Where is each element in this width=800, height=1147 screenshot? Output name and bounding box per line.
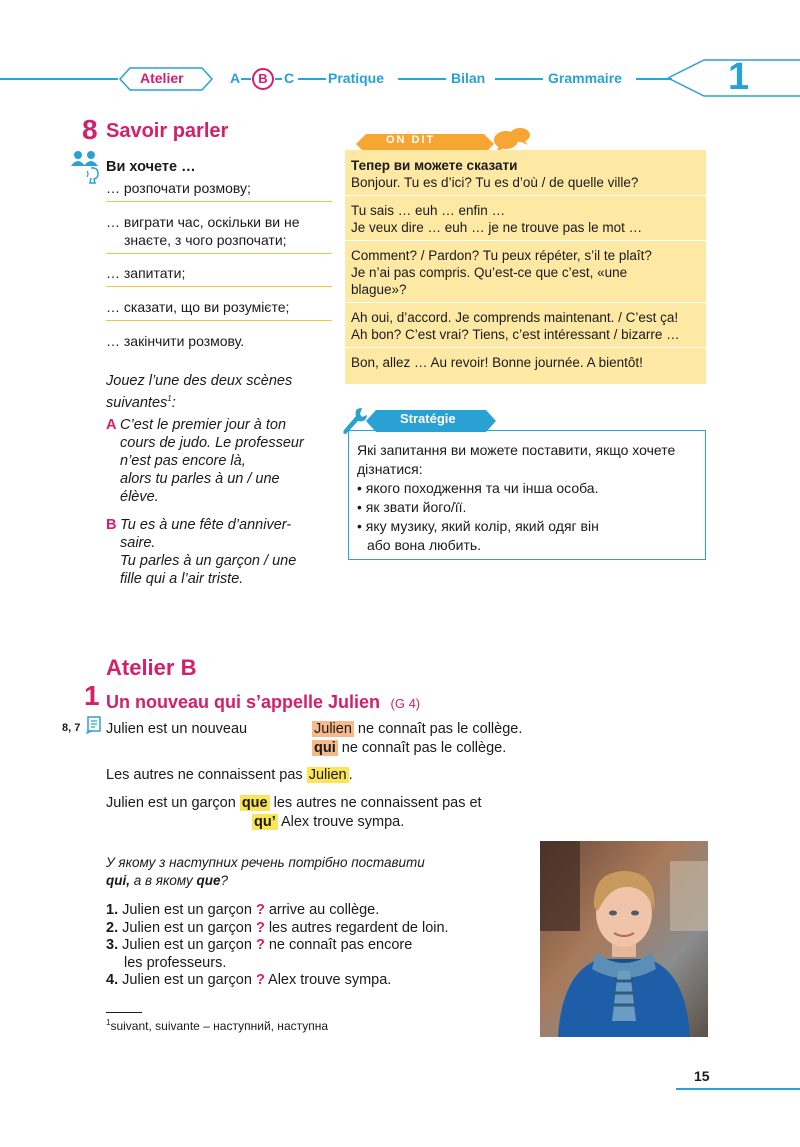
exercise-item-cont: les professeurs.: [124, 954, 227, 971]
section-intro: Ви хочете …: [106, 159, 196, 175]
nav-a[interactable]: A: [230, 70, 241, 86]
strategie-bullet: • яку музику, який колір, який одяг він: [357, 518, 599, 534]
intention-list: [106, 176, 332, 354]
example-right-2: qui ne connaît pas le collège.: [314, 740, 507, 756]
list-item: … закінчити розмову.: [106, 333, 245, 349]
nav-grammaire[interactable]: Grammaire: [548, 70, 622, 86]
list-item: … виграти час, оскільки ви не знаєте, з чого розпочати;: [106, 210, 332, 254]
ondit-heading: Тепер ви можете сказати: [351, 158, 518, 173]
example-right-1: Julien ne connaît pas le collège.: [314, 721, 523, 737]
footnote: $^1$suivant, suivante – наступний, наступна: [106, 1018, 329, 1033]
ondit-row: Tu sais … euh … enfin … Je veux dire … euh … je ne trouve pas le mot …: [345, 196, 706, 241]
section-number: 8: [82, 114, 98, 145]
nav-bilan[interactable]: Bilan: [451, 70, 486, 86]
strategie-bullet: або вона любить.: [367, 537, 482, 553]
exercise-number: 1: [84, 680, 100, 711]
nav-line: [636, 78, 672, 80]
page-number: 15: [694, 1068, 710, 1084]
strategie-bullet: • як звати його/її.: [357, 499, 467, 515]
grammar-ref: (G 4): [390, 696, 421, 711]
task-instruction: Jouez l’une des deux scènes suivantes$^1$:: [106, 373, 293, 411]
nav-line: [241, 78, 251, 80]
nav-b[interactable]: B: [252, 68, 274, 90]
strategie-intro: Які запитання ви можете поставити, якщо хочете дізнатися:: [357, 442, 676, 477]
ondit-row: Тепер ви можете сказати Bonjour. Tu es d’ici? Tu es d’où / de quelle ville?: [345, 150, 706, 196]
nav-pratique[interactable]: Pratique: [328, 70, 385, 86]
exercise-question: У якому з наступних речень потрібно поставити qui, а в якому que?: [106, 855, 425, 888]
strategie-box: [348, 430, 706, 560]
nav-line: [0, 78, 118, 80]
footnote-rule: [106, 1012, 142, 1013]
example-line-2: Les autres ne connaissent pas Julien .: [106, 767, 353, 783]
exercise-item: 2. Julien est un garçon ? les autres regardent de loin.: [106, 919, 449, 936]
exercise-item: 4. Julien est un garçon ? Alex trouve sympa.: [106, 972, 392, 988]
nav-line: [275, 78, 282, 80]
strategie-label: Stratégie: [400, 411, 456, 426]
ondit-label: ON DIT: [386, 134, 436, 146]
list-item: … розпочати розмову;: [106, 176, 332, 202]
speaking-icon: [86, 166, 102, 184]
ondit-row: Comment? / Pardon? Tu peux répéter, s’il te plaît? Je n’ai pas compris. Qu’est-ce que c’est, «une blague»?: [345, 241, 706, 303]
exercise-item: 3. Julien est un garçon ? ne connaît pas encore: [106, 937, 413, 953]
nav-c[interactable]: C: [284, 70, 295, 86]
strategie-bullet: • якого походження та чи інша особа.: [357, 480, 599, 496]
chapter-number: 1: [728, 56, 750, 98]
side-ref: 8, 7: [62, 722, 81, 734]
example-line-3: Julien est un garçon que les autres ne connaissent pas et: [106, 795, 482, 811]
ondit-box: [345, 150, 706, 384]
nav-line: [398, 78, 446, 80]
list-item: … сказати, що ви розумієте;: [106, 295, 332, 321]
nav-atelier[interactable]: Atelier: [140, 70, 184, 86]
ondit-row: Bon, allez … Au revoir! Bonne journée. A bientôt!: [351, 355, 643, 370]
page-number-rule: [676, 1088, 800, 1090]
exercise-item: 1. Julien est un garçon ? arrive au collège.: [106, 902, 380, 918]
list-item: … запитати;: [106, 261, 332, 287]
ondit-row: Ah oui, d’accord. Je comprends maintenant. / C’est ça! Ah bon? C’est vrai? Tiens, c’est intéressant / bizarre …: [345, 303, 706, 348]
scene-a: A C’est le premier jour à ton cours de judo. Le professeur n’est pas encore là, alors tu parles à un / une élève.: [106, 417, 304, 505]
example-left-1: Julien est un nouveau: [106, 721, 248, 737]
section-title: Savoir parler: [106, 120, 229, 142]
example-line-4: qu’ Alex trouve sympa.: [254, 814, 405, 830]
exercise-title: Un nouveau qui s’appelle Julien: [106, 692, 381, 712]
exercise-items: [106, 902, 526, 990]
nav-line: [298, 78, 326, 80]
atelier-b-title: Atelier B: [106, 655, 197, 680]
workbook-icon: [86, 716, 102, 734]
boy-photo: [540, 841, 708, 1037]
nav-line: [495, 78, 543, 80]
pair-work-icon: [70, 150, 100, 166]
scene-b: B Tu es à une fête d’anniver- saire. Tu parles à un garçon / une fille qui a l’air triste.: [106, 517, 297, 587]
exercise-heading: [106, 692, 420, 713]
